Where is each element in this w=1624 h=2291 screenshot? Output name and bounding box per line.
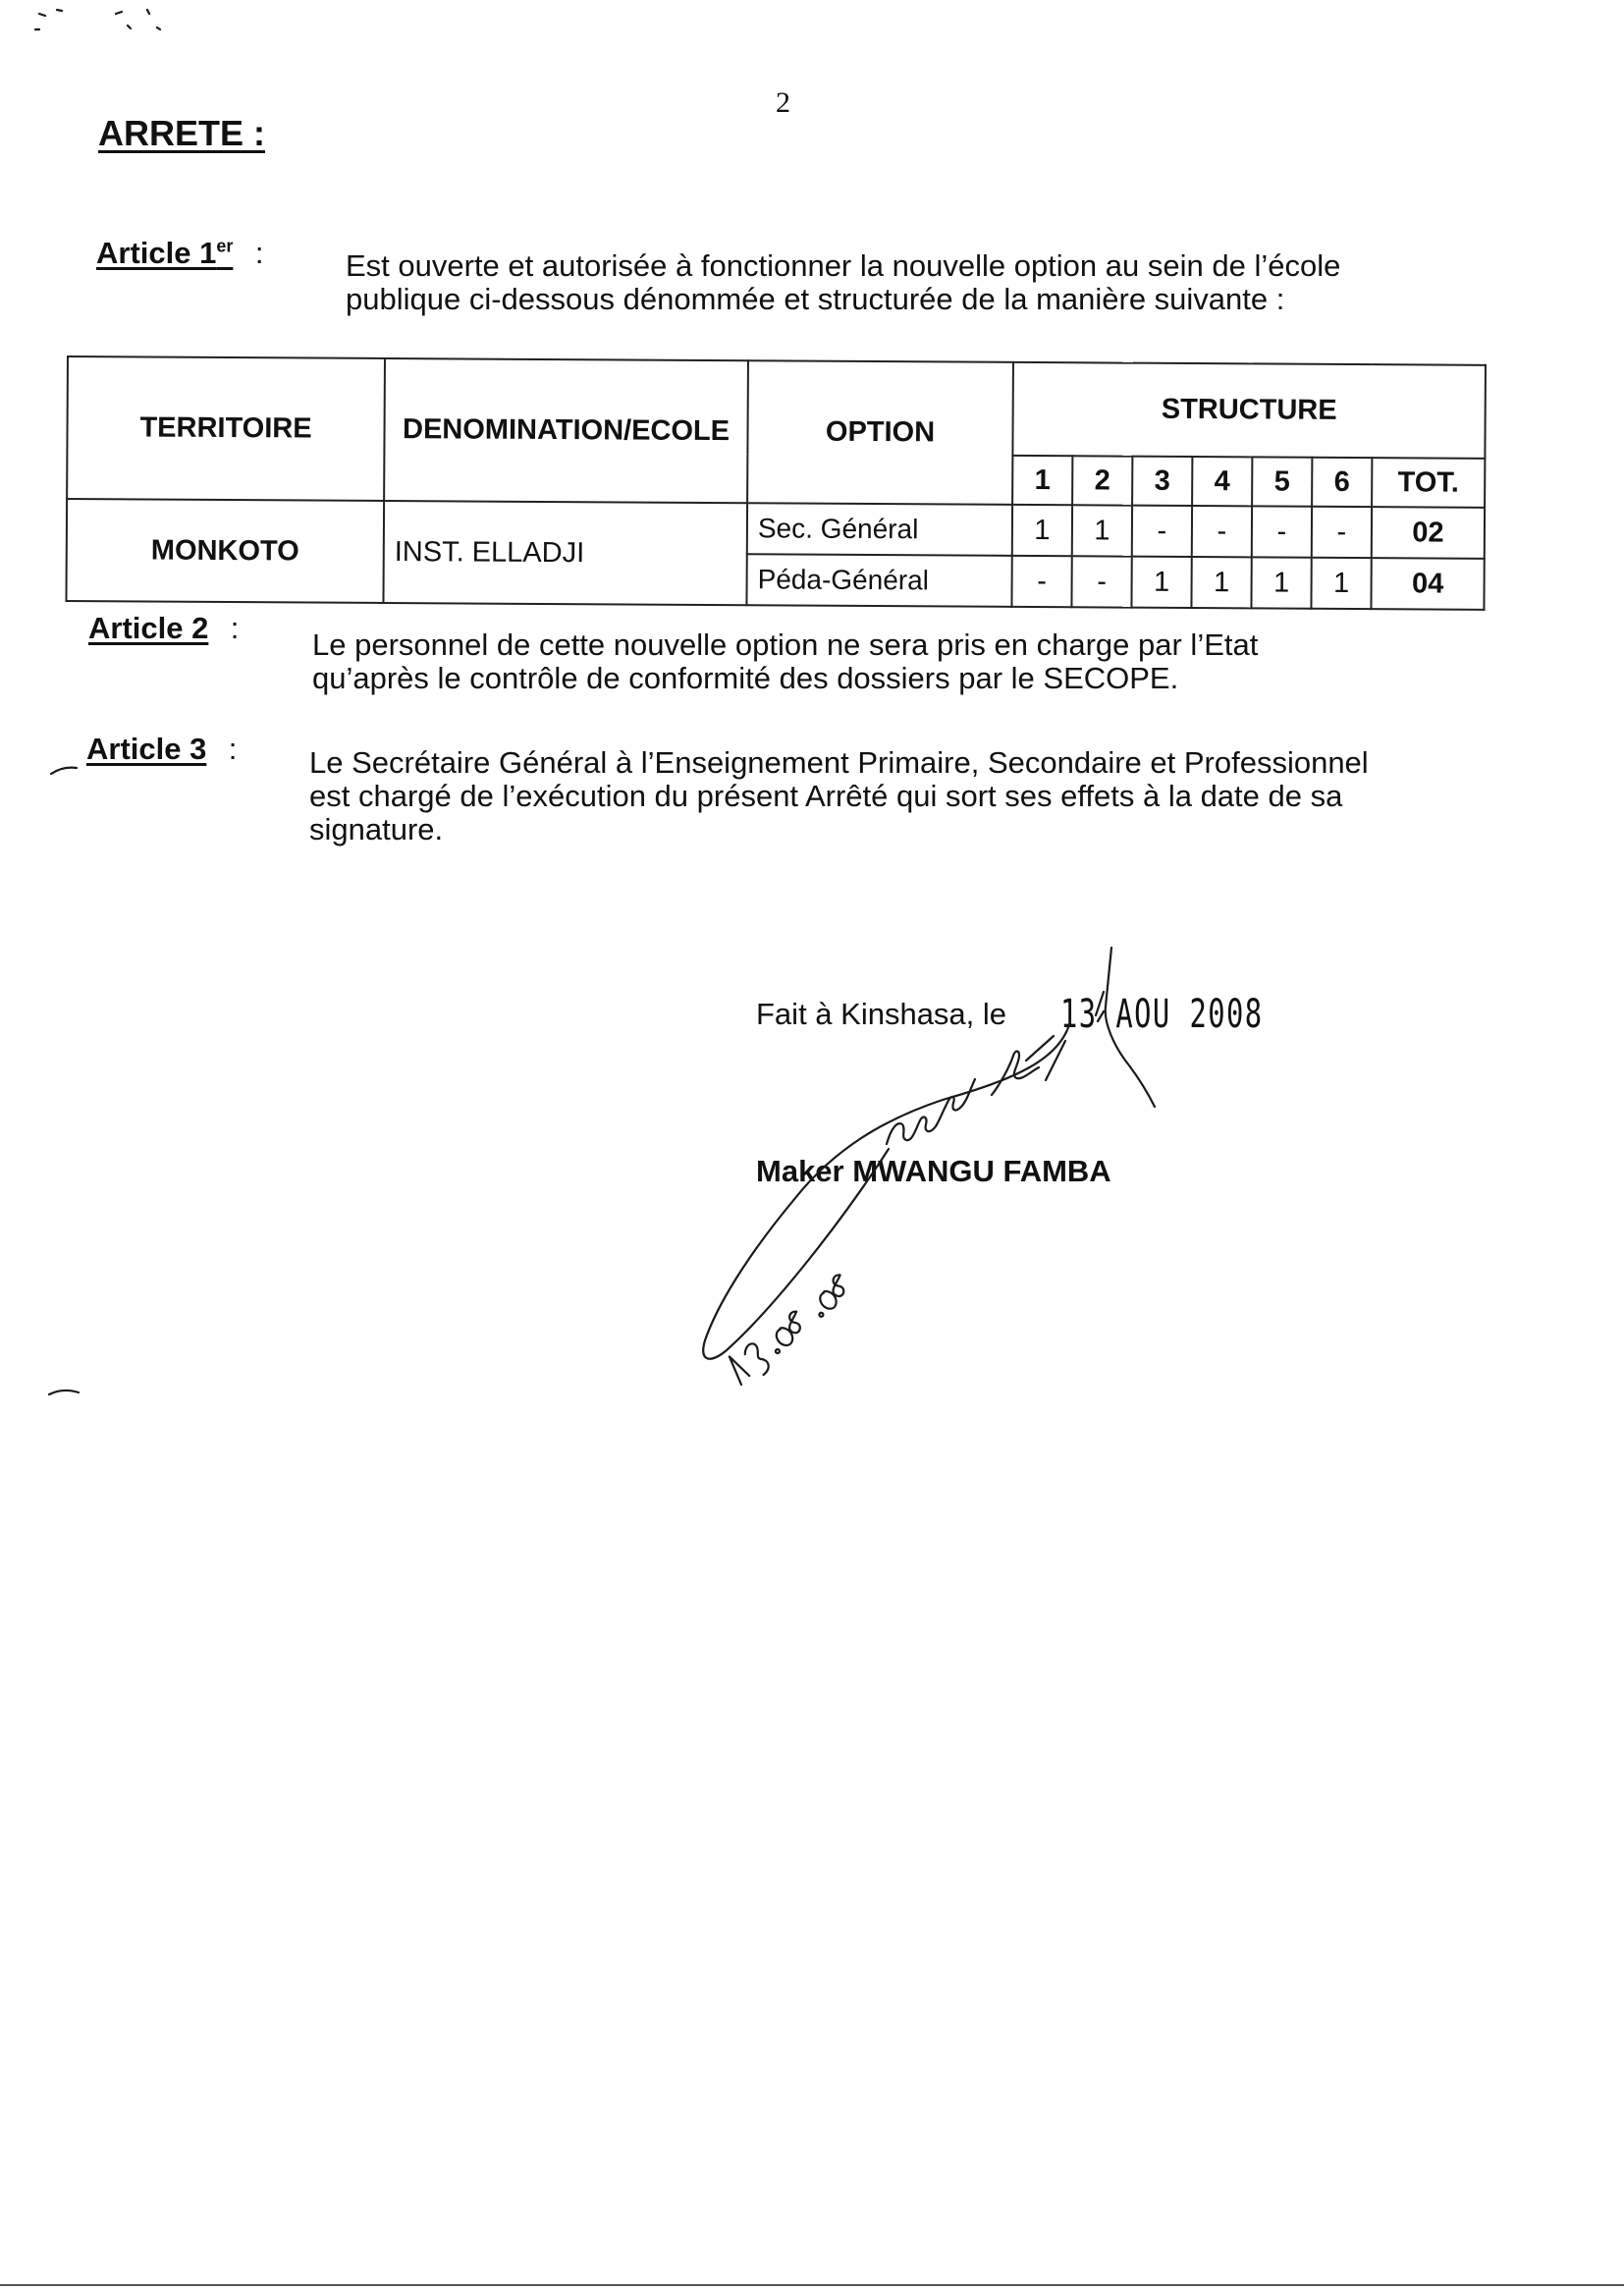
value-cell: - — [1252, 506, 1312, 557]
structure-col: 3 — [1132, 457, 1192, 506]
article-1-label: Article 1er : — [96, 236, 264, 270]
header-structure: STRUCTURE — [1012, 362, 1486, 459]
signatory-name: Maker MWANGU FAMBA — [756, 1154, 1111, 1188]
option-cell: Sec. Général — [747, 503, 1012, 556]
article-3-label: Article 3 : — [86, 732, 238, 766]
header-territoire: TERRITOIRE — [67, 356, 385, 501]
structure-col: 5 — [1252, 457, 1312, 506]
structure-col: 4 — [1192, 457, 1252, 506]
structure-col: 2 — [1072, 456, 1132, 505]
page-number: 2 — [776, 86, 790, 119]
value-cell: - — [1132, 506, 1192, 557]
header-option: OPTION — [747, 360, 1013, 505]
article-1-line: publique ci-dessous dénommée et structurée de la manière suivante : — [346, 282, 1285, 316]
structure-col-total: TOT. — [1372, 458, 1485, 508]
article-2-line: qu’après le contrôle de conformité des dossiers par le SECOPE. — [312, 661, 1179, 695]
value-cell: 1 — [1191, 557, 1251, 608]
scan-edge-line — [0, 2284, 1624, 2286]
total-cell: 04 — [1371, 558, 1484, 610]
value-cell: - — [1011, 556, 1071, 607]
article-3-line: Le Secrétaire Général à l’Enseignement Primaire, Secondaire et Professionnel — [309, 745, 1369, 780]
header-denomination: DENOMINATION/ECOLE — [384, 358, 748, 503]
value-cell: 1 — [1251, 557, 1311, 608]
article-2-line: Le personnel de cette nouvelle option ne sera pris en charge par l’Etat — [312, 627, 1259, 662]
value-cell: - — [1192, 506, 1252, 557]
value-cell: - — [1312, 507, 1372, 558]
value-cell: 1 — [1311, 558, 1371, 609]
place-date-text: Fait à Kinshasa, le — [756, 997, 1007, 1031]
date-stamp: 13 AOU 2008 — [1060, 992, 1264, 1037]
article-3-line: est chargé de l’exécution du présent Arrêté qui sort ses effets à la date de sa — [309, 779, 1343, 813]
territoire-cell: MONKOTO — [66, 499, 384, 603]
structure-col: 1 — [1012, 456, 1072, 505]
article-3-line: signature. — [309, 812, 444, 846]
ecole-cell: INST. ELLADJI — [383, 501, 747, 605]
option-cell: Péda-Général — [746, 554, 1011, 607]
value-cell: 1 — [1131, 557, 1191, 608]
value-cell: 1 — [1072, 505, 1132, 556]
value-cell: - — [1071, 556, 1131, 607]
total-cell: 02 — [1372, 507, 1485, 559]
value-cell: 1 — [1012, 505, 1072, 556]
arrete-heading: ARRETE : — [98, 113, 265, 153]
article-1-line: Est ouverte et autorisée à fonctionner la nouvelle option au sein de l’école — [346, 248, 1341, 283]
structure-col: 6 — [1312, 458, 1372, 507]
article-2-label: Article 2 : — [88, 611, 240, 645]
